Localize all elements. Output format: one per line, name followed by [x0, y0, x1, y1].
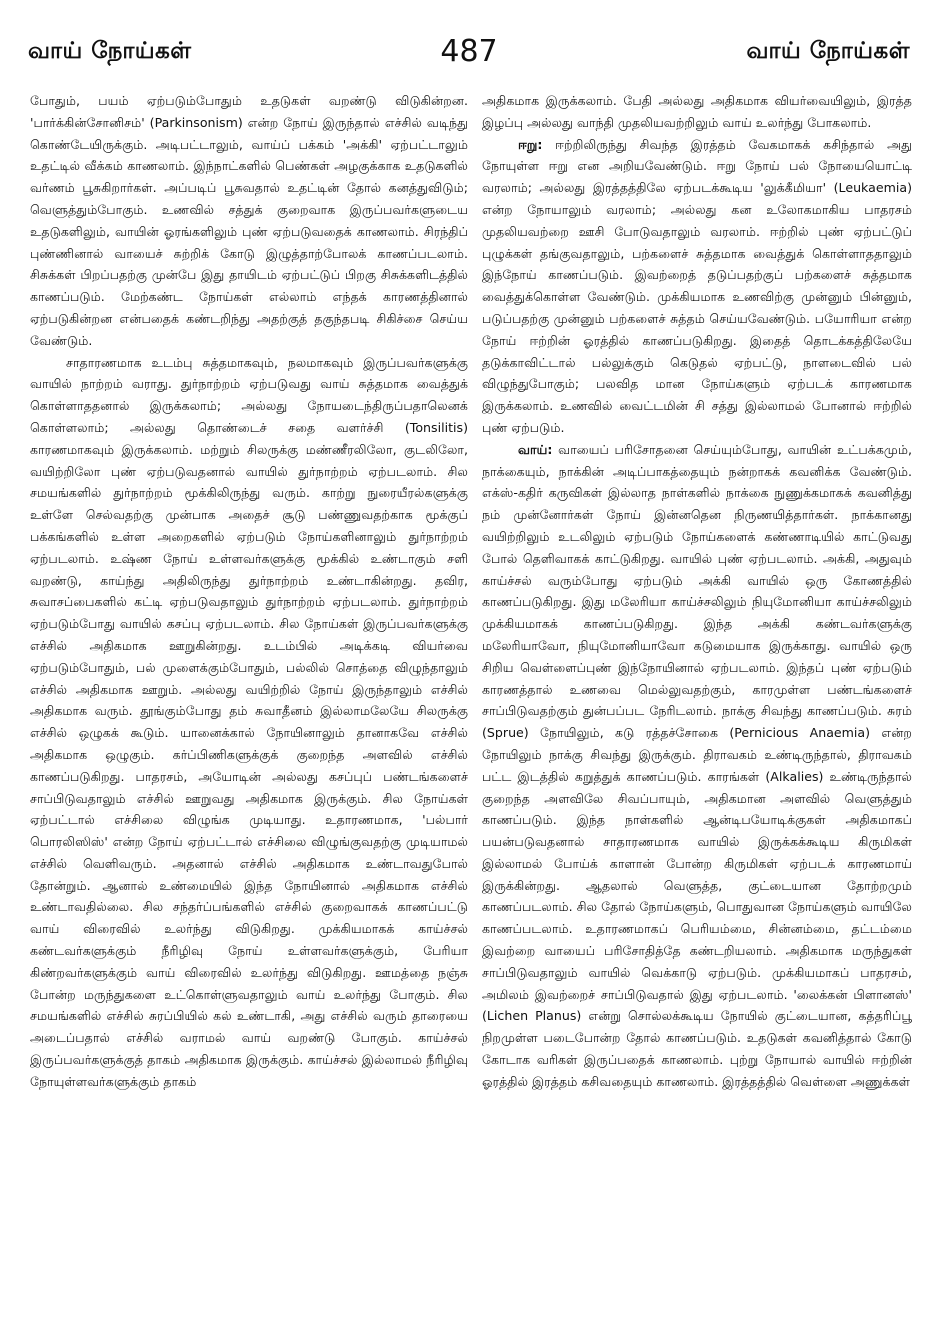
section-term-gums: ஈறு: [518, 136, 543, 152]
left-column [30, 90, 468, 1093]
page-number: 487 [440, 34, 498, 69]
page-header [28, 34, 910, 74]
right-column [482, 90, 912, 1093]
gums-text: ஈற்றிலிருந்து சிவந்த இரத்தம் வேகமாகக் கசிந்தால் அது நோயுள்ள ஈறு என அறியவேண்டும். ஈறு நோய் பல் நோயையொட்டி வரலாம்; அல்லது இரத்தத்திலே ஏற்படக்கூடிய 'லுக்கீமியா' (Leukaemia) என்ற நோயாலும் வரலாம்; அல்லது கன உலோகமாகிய பாதரசம் முதலியவற்றை ஊசி போடுவதாலும் வரலாம். ஈற்றில் புண் ஏற்பட்டுப் புழுக்கள் தங்குவதாலும், பற்களைச் சுத்தமாக வைத்துக் கொள்ளாததாலும் இந்நோய் காணப்படும். இவற்றைத் தடுப்பதற்குப் பற்களைச் சுத்தமாக வைத்துக்கொள்ள வேண்டும். முக்கியமாக உணவிற்கு முன்னும் பின்னும், படுப்பதற்கு முன்னும் பற்களைச் சுத்தம் செய்யவேண்டும். பயோரியா என்ற நோய் ஈற்றின் ஓரத்தில் காணப்படுகிறது. இதைத் தொடக்கத்திலேயே தடுக்காவிட்டால் பல்லுக்கும் கெடுதல் ஏற்பட்டு, நாளடைவில் பல் விழுந்துபோகும்; பலவித மான நோய்களும் ஏற்படக் காரணமாக இருக்கலாம். உணவில் வைட்டமின் சி சத்து இல்லாமல் போனால் ஈற்றில் புண் ஏற்படும். [482, 136, 912, 435]
paragraph-lips: போதும், பயம் ஏற்படும்போதும் உதடுகள் வறண்டு விடுகின்றன. 'பார்க்கின்சோனிசம்' (Parkinsonism) என்ற நோய் இருந்தால் எச்சில் வடிந்து கொண்டேயிருக்கும். அடிபட்டாலும், வாய்ப் பக்கம் 'அக்கி' ஏற்பட்டாலும் உதட்டில் வீக்கம் காணலாம். இந்நாட்களில் பெண்கள் அழகுக்காக உதடுகளில் வர்ணம் பூசுகிறார்கள். அப்படிப் பூசுவதால் உதட்டின் தோல் கனத்துவிடும்; வெளுத்தும்போகும். உணவில் சத்துக் குறைவாக இருப்பவர்களுடைய உதடுகளிலும், வாயின் ஓரங்களிலும் புண் ஏற்படுவதைக் காணலாம். சிரந்திப் புண்ணினால் வாயைச் சுற்றிக் கோடு இழுத்தாற்போலக் காணப்படலாம். சிசுக்கள் பிறப்பதற்கு முன்பே இது தாயிடம் ஏற்பட்டுப் பிறகு சிசுக்களிடத்தில் காணப்படும். மேற்கண்ட நோய்கள் எல்லாம் எந்தக் காரணத்தினால் ஏற்படுகின்றன என்பதைக் கண்டறிந்து அதற்குத் தகுந்தபடி சிகிச்சை செய்ய வேண்டும். [30, 93, 468, 348]
paragraph-breath-saliva: சாதாரணமாக உடம்பு சுத்தமாகவும், நலமாகவும் இருப்பவர்களுக்கு வாயில் நாற்றம் வராது. துர்நாற்றம் ஏற்படுவது வாய் சுத்தமாக வைத்துக் கொள்ளாததனால் இருக்கலாம்; அல்லது நோயடைந்திருப்பதாலெனக் கொள்ளலாம்; அல்லது தொண்டைச் சதை வளர்ச்சி (Tonsilitis) காரணமாகவும் இருக்கலாம். மற்றும் சிலருக்கு மண்ணீரலிலோ, குடலிலோ, வயிற்றிலோ புண் ஏற்படுவதனால் வாயில் துர்நாற்றம் ஏற்படலாம். சில சமயங்களில் துர்நாற்றம் மூக்கிலிருந்து வரும். காற்று நுரையீரல்களுக்கு உள்ளே செல்வதற்கு முன்பாக அதைச் சூடு பண்ணுவதற்காக மூக்குப் பக்கங்களில் உள்ள அறைகளில் ஏற்படும் நோய்களினாலும் துர்நாற்றம் ஏற்படலாம். உஷ்ண நோய் உள்ளவர்களுக்கு மூக்கில் உண்டாகும் சளி வறண்டு, காய்ந்து அதிலிருந்து துர்நாற்றம் உண்டாகின்றது. தவிர, சுவாசப்பைகளில் கட்டி ஏற்படுவதாலும் துர்நாற்றம் ஏற்படலாம். துர்நாற்றம் ஏற்படும்போது வாயில் கசப்பு ஏற்படலாம். சில நோய்கள் இருப்பவர்களுக்கு எச்சில் அதிகமாக ஊறுகின்றது. உடம்பில் அடிக்கடி வியர்வை ஏற்படும்போதும், பல் முளைக்கும்போதும், பல்லில் சொத்தை விழுந்தாலும் எச்சில் அதிகமாக ஊறும். அல்லது வயிற்றில் நோய் இருந்தாலும் எச்சில் அதிகமாக வரும். தூங்கும்போது தம் சுவாதீனம் இல்லாமலேயே சிலருக்கு எச்சில் ஒழுகக் கூடும். யானைக்கால் நோயினாலும் தானாகவே எச்சில் அதிகமாக ஒழுகும். கர்ப்பிணிகளுக்குக் குறைந்த அளவில் எச்சில் காணப்படுகிறது. பாதரசம், அயோடின் அல்லது கசப்புப் பண்டங்களைச் சாப்பிடுவதாலும் எச்சில் ஊறுவது அதிகமாக இருக்கும். சில நோய்கள் ஏற்பட்டால் எச்சிலை விழுங்க முடியாது. உதாரணமாக, 'பல்பார் பொரலிஸிஸ்' என்ற நோய் ஏற்பட்டால் எச்சிலை விழுங்குவதற்கு முடியாமல் எச்சில் வெளிவரும். அதனால் எச்சில் அதிகமாக உண்டாவதுபோல் தோன்றும். ஆனால் உண்மையில் இந்த நோயினால் அதிகமாக எச்சில் உண்டாவதில்லை. சில சந்தர்ப்பங்களில் எச்சில் குறைவாகக் காணப்பட்டு வாய் விரைவில் உலர்ந்து விடுகிறது. முக்கியமாகக் காய்ச்சல் கண்டவர்களுக்கும் நீரிழிவு நோய் உள்ளவர்களுக்கும், பேரியா கிண்றவர்களுக்கும் வாய் விரைவில் உலர்ந்து விடுகிறது. ஊமத்தை நஞ்சு போன்ற மருந்துகளை உட்கொள்ளுவதாலும் வாய் உலர்ந்து போகும். சில சமயங்களில் எச்சில் சுரப்பியில் கல் உண்டாகி, அது எச்சில் வரும் தாரையை அடைப்பதால் எச்சில் வராமல் வாய் வறண்டு போகும். காய்ச்சல் இருப்பவர்களுக்குத் தாகம் அதிகமாக இருக்கும். காய்ச்சல் இல்லாமல் நீரிழிவு நோயுள்ளவர்களுக்கும் தாகம் [30, 354, 468, 1089]
paragraph-continuation: அதிகமாக இருக்கலாம். பேதி அல்லது அதிகமாக வியர்வையிலும், இரத்த இழப்பு அல்லது வாந்தி முதலியவற்றிலும் வாய் உலர்ந்து போகலாம். [482, 93, 912, 130]
running-title-left: வாய் நோய்கள் [28, 38, 192, 64]
running-title-right: வாய் நோய்கள் [746, 38, 910, 64]
paragraph-gums [482, 134, 912, 439]
paragraph-mouth [482, 439, 912, 1093]
mouth-text: வாயைப் பரிசோதனை செய்யும்போது, வாயின் உட்பக்கமும், நாக்கையும், நாக்கின் அடிப்பாகத்தையும் நன்றாகக் கவனிக்க வேண்டும். எக்ஸ்-கதிர் கருவிகள் இல்லாத நாள்களில் நாக்கை நுணுக்கமாகக் கவனித்து நம் முன்னோர்கள் நோய் இன்னதென நிருணயித்தார்கள். நாக்கானது வயிற்றிலும் உடலிலும் ஏற்படும் நோய்களைக் கண்ணாடியில் காட்டுவது போல் தெளிவாகக் காட்டுகிறது. வாயில் புண் ஏற்படலாம். அக்கி, அதுவும் காய்ச்சல் வரும்போது ஏற்படும் அக்கி வாயில் ஒரு கோணத்தில் காணப்படுகிறது. இது மலேரியா காய்ச்சலிலும் நியுமோனியா காய்ச்சலிலும் முக்கியமாகக் காணப்படுகிறது. இந்த அக்கி கண்டவர்களுக்கு மலேரியாவோ, நியுமோனியாவோ கடுமையாக இருக்காது. வாயில் ஒரு சிறிய வெள்ளைப்புண் இந்நோயினால் ஏற்படலாம். இந்தப் புண் ஏற்படும் காரணத்தால் உணவை மெல்லுவதற்கும், காரமுள்ள பண்டங்களைச் சாப்பிடுவதற்கும் துன்பப்பட நேரிடலாம். நாக்கு சிவந்து காணப்படும். சுரம் (Sprue) நோயிலும், கடு ரத்தச்சோகை (Pernicious Anaemia) என்ற நோயிலும் நாக்கு சிவந்து இருக்கும். திராவகம் உண்டிருந்தால், திராவகம் பட்ட இடத்தில் கறுத்துக் காணப்படும். காரங்கள் (Alkalies) உண்டிருந்தால் குறைந்த அளவிலே சிவப்பாயும், அதிகமான அளவில் வெளுத்தும் காணப்படும். இந்த நாள்களில் ஆன்டிபயோடிக்குகள் அதிகமாகப் பயன்படுவதனால் சாதாரணமாக வாயில் இருக்கக்கூடிய கிருமிகள் இல்லாமல் போய்க் காளான் போன்ற கிருமிகள் ஏற்படக் காரணமாய் இருக்கின்றது. ஆதலால் வெளுத்த, குட்டையான தோற்றமும் காணப்படலாம். சில தோல் நோய்களும், பொதுவான நோய்களும் வாயிலே காணப்படலாம். உதாரணமாகப் பெரியம்மை, சின்னம்மை, தட்டம்மை இவற்றை வாயைப் பரிசோதித்தே கண்டறியலாம். அதிகமாக மருந்துகள் சாப்பிடுவதாலும் வாயில் வெக்காடு ஏற்படும். முக்கியமாகப் பாதரசம், அமிலம் இவற்றைச் சாப்பிடுவதால் இது ஏற்படலாம். 'லைக்கன் பிளானஸ்' (Lichen Planus) என்று சொல்லக்கூடிய நோயில் குட்டையான, கத்தரிப்பூ நிறமுள்ள படைபோன்ற தோல் காணப்படும். உதடுகள் கவனித்தால் கோடு கோடாக வரிகள் இருப்பதைக் காணலாம். புற்று நோயால் வாயில் ஈற்றின் ஓரத்தில் இரத்தம் கசிவதையும் காணலாம். இரத்தத்தில் வெள்ளை அணுக்கள் [482, 441, 912, 1089]
section-term-mouth: வாய்: [518, 441, 553, 457]
